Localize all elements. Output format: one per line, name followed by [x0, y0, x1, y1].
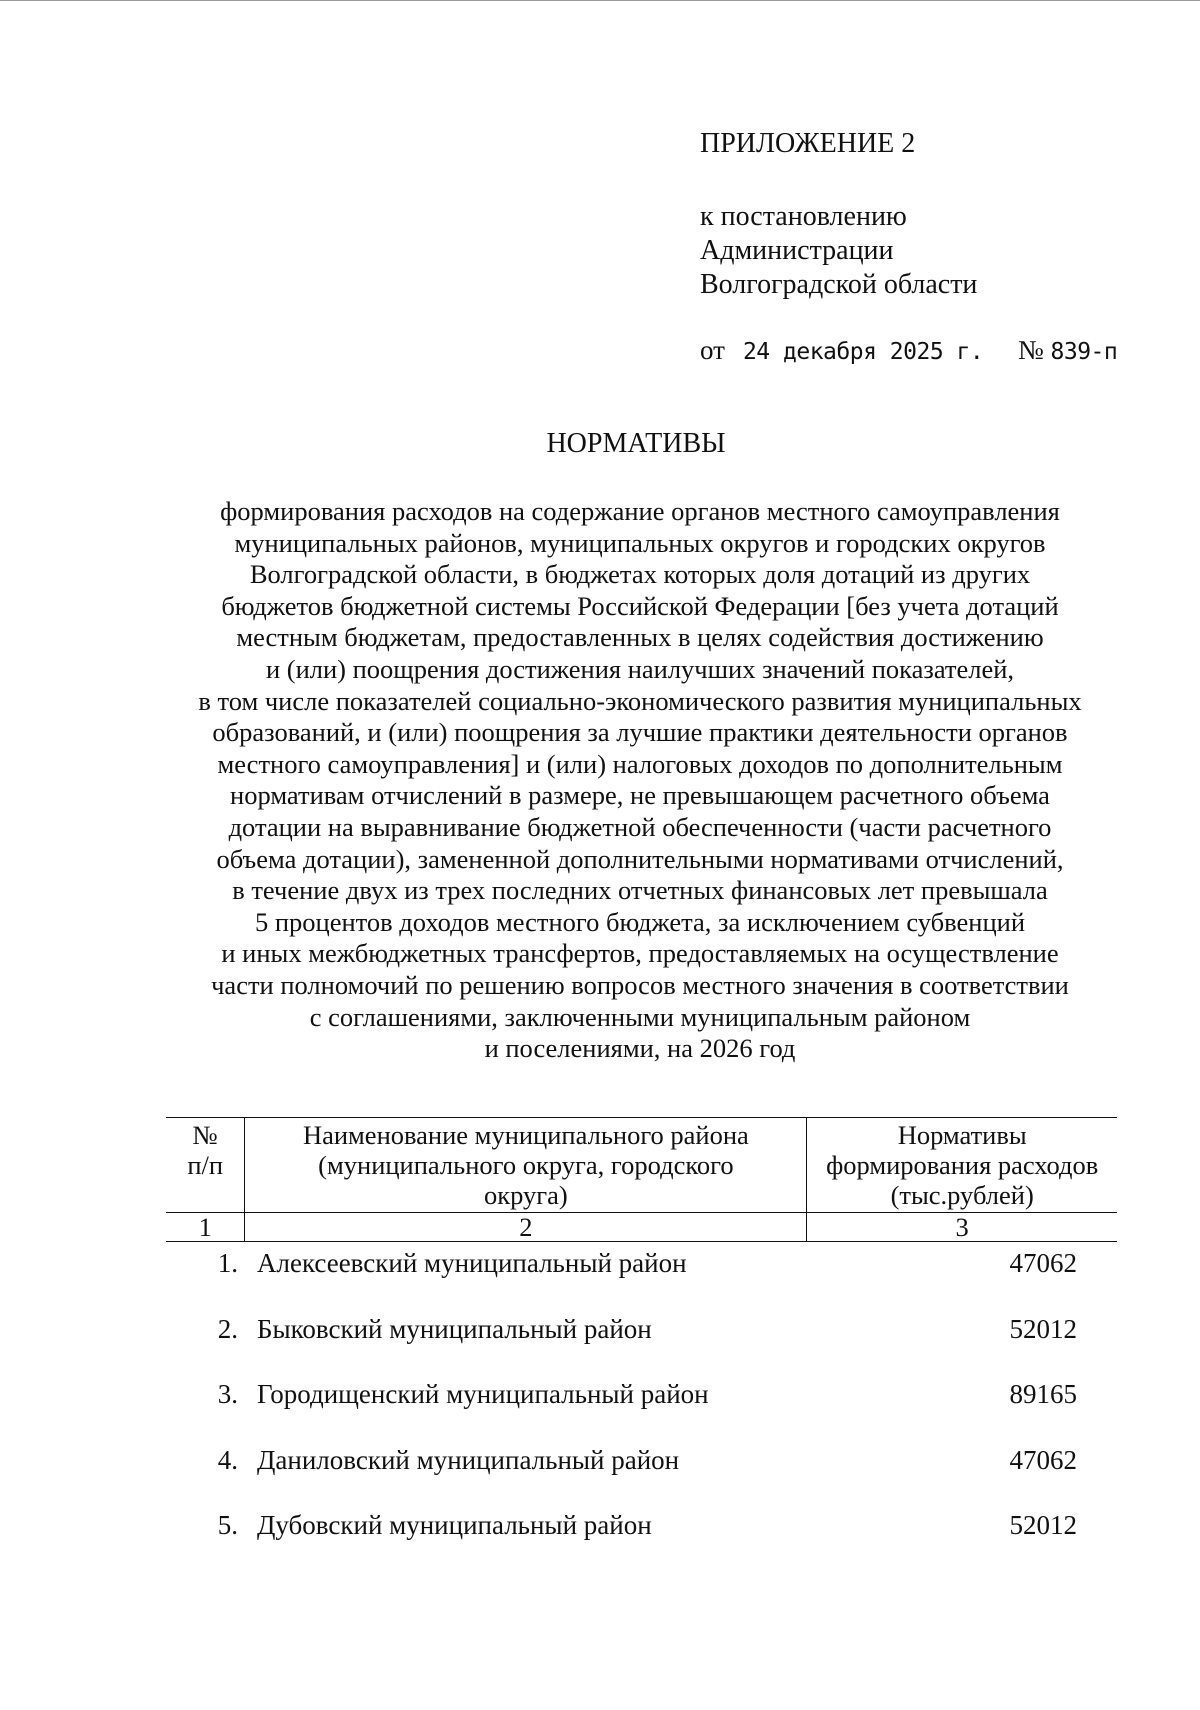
header-text: Нормативы: [897, 1120, 1027, 1150]
header-text: формирования расходов: [826, 1150, 1099, 1180]
header-name: [245, 1118, 807, 1213]
column-index: 1: [166, 1213, 245, 1242]
norm-value: 52012: [1009, 1510, 1077, 1540]
district-name: Дубовский муниципальный район: [257, 1510, 652, 1540]
header-text: (муниципального округа, городского: [318, 1150, 734, 1180]
appendix-title: ПРИЛОЖЕНИЕ 2: [700, 128, 916, 159]
subtitle-line: части полномочий по решению вопросов местного значения в соответствии: [211, 969, 1069, 1000]
norm-value: 47062: [1009, 1248, 1077, 1278]
row-number: 3.: [217, 1379, 238, 1409]
subtitle-line: в том числе показателей социально-экономического развития муниципальных: [198, 685, 1082, 716]
norm-value: 52012: [1009, 1313, 1077, 1344]
subtitle-line: и (или) поощрения достижения наилучших значений показателей,: [265, 653, 1015, 684]
subtitle-line: и поселениями, на 2026 год: [484, 1033, 796, 1064]
subtitle-line: дотации на выравнивание бюджетной обеспеченности (части расчетного: [228, 811, 1052, 842]
district-name: Алексеевский муниципальный район: [257, 1248, 687, 1278]
subtitle-line: и иных межбюджетных трансфертов, предоставляемых на осуществление: [221, 938, 1059, 969]
row-number: 4.: [217, 1444, 238, 1475]
number-sign: №: [1018, 335, 1044, 365]
addressee-line: к постановлению: [700, 201, 907, 232]
header-norm: [807, 1118, 1117, 1213]
subtitle-line: с соглашениями, заключенными муниципальным районом: [309, 1001, 971, 1032]
date-prefix: от: [700, 335, 725, 365]
row-number: 1.: [217, 1248, 238, 1278]
norms-table-rows: [166, 1248, 1117, 1576]
norm-value: 89165: [1009, 1379, 1077, 1409]
table-row: [166, 1445, 1117, 1511]
decree-number-line: [1018, 335, 1117, 366]
table-row: [166, 1314, 1117, 1380]
table-row: [166, 1510, 1117, 1576]
subtitle-line: местным бюджетам, предоставленных в целях содействия достижению: [236, 622, 1044, 653]
header-text: (тыс.рублей): [890, 1180, 1034, 1210]
decree-number: 839-п: [1050, 339, 1118, 365]
subtitle-line: муниципальных районов, муниципальных округов и городских округов: [234, 527, 1046, 558]
table-row: [166, 1248, 1117, 1314]
header-text: округа): [484, 1180, 568, 1210]
appendix-addressee: [700, 200, 1120, 302]
subtitle-line: бюджетов бюджетной системы Российской Федерации [без учета дотаций: [221, 590, 1059, 621]
subtitle-line: 5 процентов доходов местного бюджета, за исключением субвенций: [254, 906, 1025, 937]
row-number: 2.: [217, 1313, 238, 1344]
subtitle-line: местного самоуправления] и (или) налоговых доходов по дополнительным: [217, 748, 1063, 779]
district-name: Городищенский муниципальный район: [257, 1379, 709, 1409]
page-top-edge: [0, 0, 1200, 1]
header-text: №: [192, 1120, 218, 1150]
district-name: Быковский муниципальный район: [257, 1313, 652, 1344]
subtitle-line: нормативам отчислений в размере, не превышающем расчетного объема: [230, 780, 1050, 811]
norms-table-header: [166, 1117, 1117, 1242]
table-row: [166, 1379, 1117, 1445]
header-number: [166, 1118, 245, 1213]
subtitle-line: формирования расходов на содержание органов местного самоуправления: [220, 496, 1060, 526]
subtitle-line: образований, и (или) поощрения за лучшие практики деятельности органов: [212, 717, 1068, 748]
decree-date: 24 декабря 2025 г.: [742, 339, 984, 365]
subtitle-line: в течение двух из трех последних отчетных финансовых лет превышала: [232, 875, 1048, 906]
addressee-line: Администрации: [700, 235, 894, 266]
header-text: Наименование муниципального района: [302, 1120, 749, 1150]
row-number: 5.: [217, 1510, 238, 1540]
decree-date-line: [700, 335, 983, 366]
document-title: НОРМАТИВЫ: [546, 428, 726, 459]
subtitle-line: Волгоградской области, в бюджетах которых доля дотаций из других: [249, 559, 1031, 590]
norm-value: 47062: [1009, 1444, 1077, 1475]
addressee-line: Волгоградской области: [700, 269, 978, 300]
document-subtitle: [140, 496, 1140, 1065]
column-index: 2: [245, 1213, 807, 1242]
header-text: п/п: [187, 1150, 224, 1180]
column-index: 3: [807, 1213, 1117, 1242]
district-name: Даниловский муниципальный район: [257, 1444, 680, 1475]
subtitle-line: объема дотации), замененной дополнительными нормативами отчислений,: [216, 843, 1064, 874]
